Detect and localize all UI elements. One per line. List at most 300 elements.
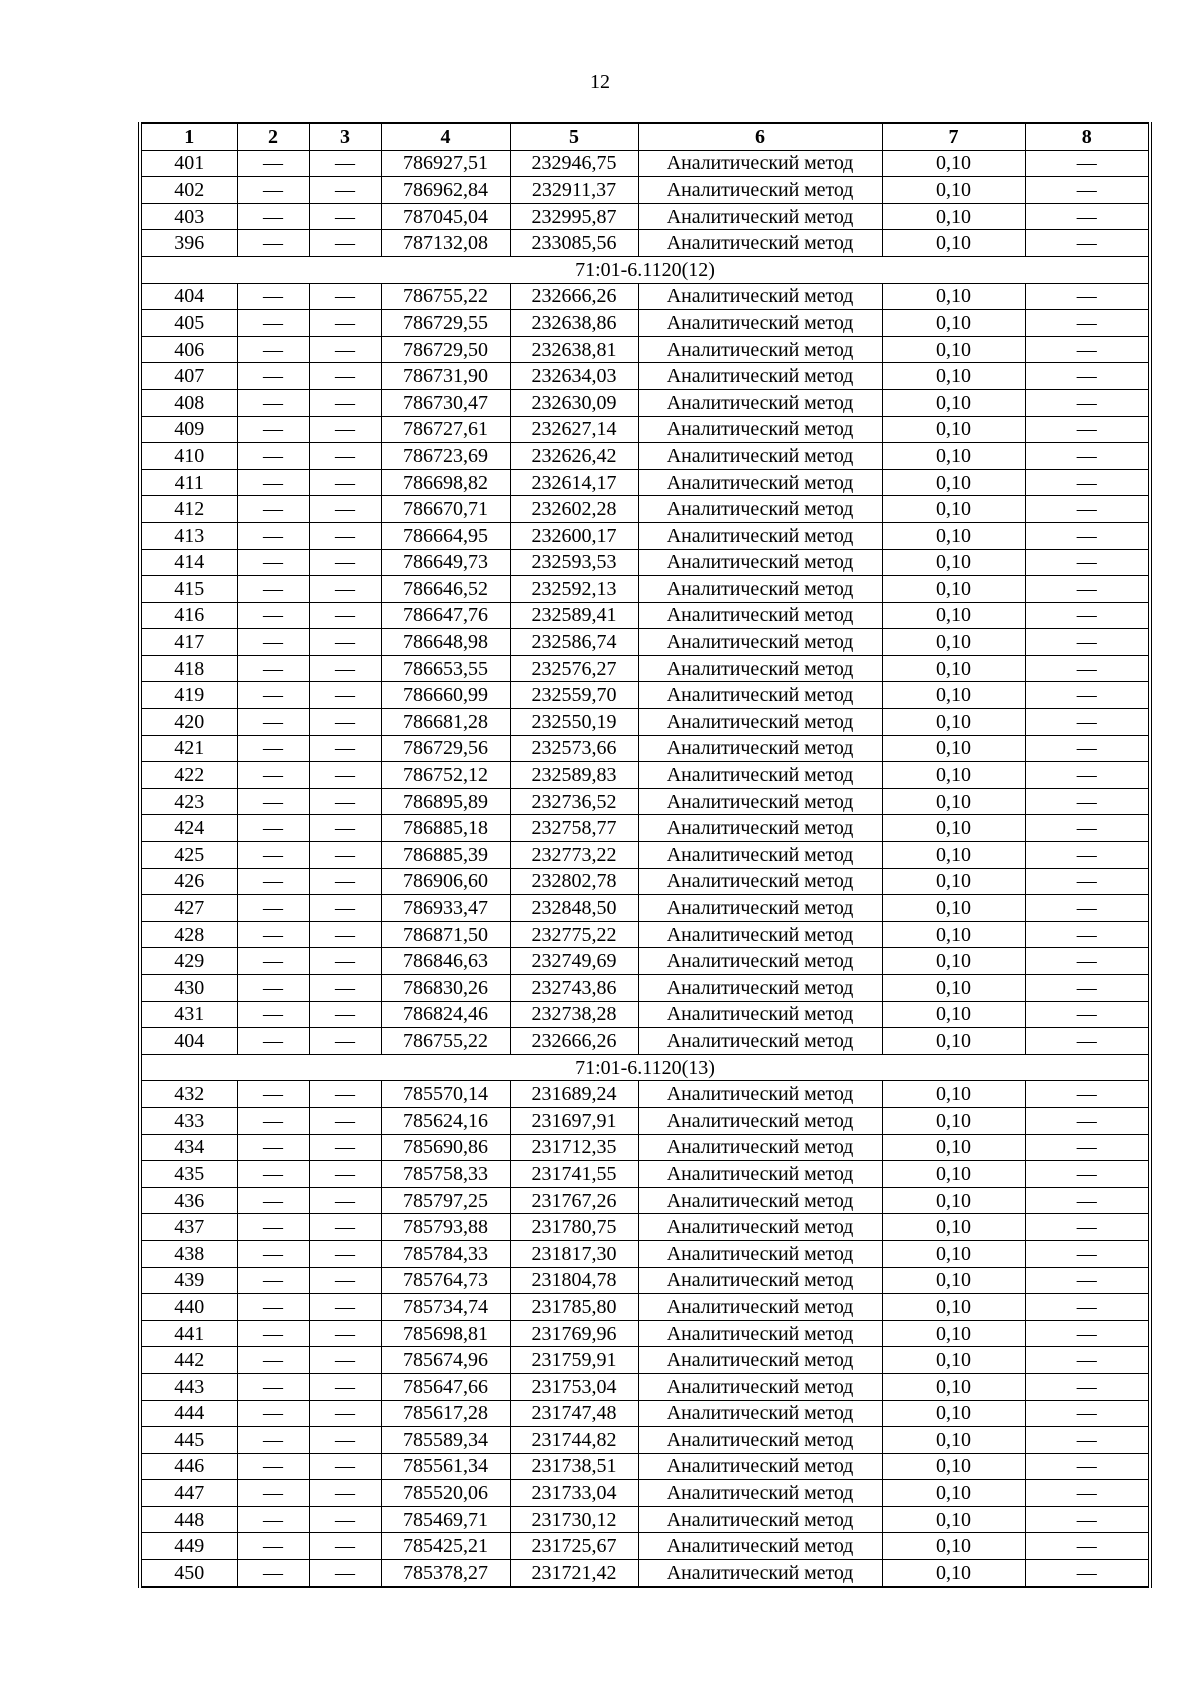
table-cell: —: [237, 975, 309, 1002]
table-cell: —: [309, 1427, 381, 1454]
table-cell: Аналитический метод: [638, 1427, 882, 1454]
table-cell: 786670,71: [381, 496, 510, 523]
table-cell: 0,10: [882, 576, 1025, 603]
table-cell: 0,10: [882, 948, 1025, 975]
table-cell: Аналитический метод: [638, 336, 882, 363]
table-cell: 0,10: [882, 1506, 1025, 1533]
table-cell: —: [309, 522, 381, 549]
table-row: [140, 336, 1150, 363]
table-cell: —: [237, 389, 309, 416]
table-cell: 232630,09: [510, 389, 638, 416]
table-cell: 410: [140, 443, 237, 470]
table-cell: —: [309, 1480, 381, 1507]
table-cell: —: [237, 1028, 309, 1055]
table-cell: —: [309, 177, 381, 204]
table-cell: —: [309, 1267, 381, 1294]
table-cell: Аналитический метод: [638, 975, 882, 1002]
table-cell: 0,10: [882, 1161, 1025, 1188]
table-cell: 786752,12: [381, 762, 510, 789]
table-cell: 232592,13: [510, 576, 638, 603]
table-cell: 412: [140, 496, 237, 523]
table-cell: —: [237, 1161, 309, 1188]
table-cell: 425: [140, 842, 237, 869]
table-cell: —: [237, 842, 309, 869]
table-cell: 0,10: [882, 1347, 1025, 1374]
table-cell: —: [309, 1187, 381, 1214]
table-cell: 786729,56: [381, 735, 510, 762]
table-cell: 232995,87: [510, 203, 638, 230]
table-cell: 441: [140, 1320, 237, 1347]
column-header: 1: [140, 123, 237, 150]
table-row: [140, 1214, 1150, 1241]
table-cell: —: [1025, 1081, 1150, 1108]
table-cell: 0,10: [882, 1081, 1025, 1108]
table-cell: Аналитический метод: [638, 310, 882, 337]
table-cell: —: [1025, 469, 1150, 496]
table-cell: —: [1025, 1214, 1150, 1241]
table-cell: —: [309, 310, 381, 337]
table-cell: Аналитический метод: [638, 788, 882, 815]
table-cell: 785624,16: [381, 1107, 510, 1134]
table-cell: Аналитический метод: [638, 1187, 882, 1214]
table-cell: Аналитический метод: [638, 895, 882, 922]
table-cell: —: [1025, 1107, 1150, 1134]
table-cell: Аналитический метод: [638, 709, 882, 736]
table-cell: 0,10: [882, 1134, 1025, 1161]
table-cell: —: [237, 1134, 309, 1161]
table-row: [140, 868, 1150, 895]
column-header: 5: [510, 123, 638, 150]
table-cell: Аналитический метод: [638, 1161, 882, 1188]
table-cell: 0,10: [882, 310, 1025, 337]
table-cell: —: [237, 1427, 309, 1454]
table-cell: —: [1025, 283, 1150, 310]
table-cell: —: [1025, 1028, 1150, 1055]
table-cell: —: [309, 1506, 381, 1533]
table-cell: 432: [140, 1081, 237, 1108]
table-cell: —: [237, 1320, 309, 1347]
table-cell: Аналитический метод: [638, 948, 882, 975]
table-cell: 401: [140, 150, 237, 177]
table-cell: 232550,19: [510, 709, 638, 736]
table-row: [140, 203, 1150, 230]
table-cell: 786648,98: [381, 629, 510, 656]
table-cell: 429: [140, 948, 237, 975]
table-cell: —: [1025, 629, 1150, 656]
table-cell: 785425,21: [381, 1533, 510, 1560]
table-cell: Аналитический метод: [638, 868, 882, 895]
table-cell: —: [237, 788, 309, 815]
table-row: [140, 842, 1150, 869]
table-cell: —: [1025, 416, 1150, 443]
table-cell: Аналитический метод: [638, 496, 882, 523]
table-cell: Аналитический метод: [638, 815, 882, 842]
table-cell: —: [309, 150, 381, 177]
table-cell: —: [1025, 1161, 1150, 1188]
table-row: [140, 1107, 1150, 1134]
table-cell: 0,10: [882, 522, 1025, 549]
table-cell: 232666,26: [510, 1028, 638, 1055]
table-row: [140, 150, 1150, 177]
table-cell: 786871,50: [381, 921, 510, 948]
table-cell: Аналитический метод: [638, 1214, 882, 1241]
table-cell: —: [309, 389, 381, 416]
table-cell: 785647,66: [381, 1373, 510, 1400]
table-cell: —: [309, 921, 381, 948]
table-cell: 0,10: [882, 1453, 1025, 1480]
table-cell: Аналитический метод: [638, 1001, 882, 1028]
table-cell: —: [237, 310, 309, 337]
table-cell: 404: [140, 283, 237, 310]
table-row: [140, 496, 1150, 523]
table-cell: —: [237, 177, 309, 204]
table-cell: 233085,56: [510, 230, 638, 257]
table-cell: 0,10: [882, 1533, 1025, 1560]
table-row: [140, 1187, 1150, 1214]
table-cell: —: [309, 735, 381, 762]
table-cell: —: [237, 1480, 309, 1507]
table-cell: —: [1025, 363, 1150, 390]
table-row: [140, 576, 1150, 603]
table-cell: —: [1025, 549, 1150, 576]
table-cell: 449: [140, 1533, 237, 1560]
table-row: [140, 177, 1150, 204]
table-cell: 434: [140, 1134, 237, 1161]
table-cell: —: [237, 230, 309, 257]
table-cell: —: [237, 921, 309, 948]
table-cell: Аналитический метод: [638, 1506, 882, 1533]
table-cell: 0,10: [882, 1187, 1025, 1214]
table-cell: —: [1025, 975, 1150, 1002]
table-cell: —: [1025, 1560, 1150, 1587]
table-cell: —: [1025, 921, 1150, 948]
table-cell: —: [309, 1028, 381, 1055]
table-cell: 232614,17: [510, 469, 638, 496]
table-cell: 0,10: [882, 416, 1025, 443]
table-cell: —: [309, 283, 381, 310]
table-cell: —: [237, 1267, 309, 1294]
table-row: [140, 310, 1150, 337]
table-cell: —: [237, 1533, 309, 1560]
table-cell: 231785,80: [510, 1294, 638, 1321]
table-cell: 786664,95: [381, 522, 510, 549]
table-cell: 786830,26: [381, 975, 510, 1002]
table-cell: —: [237, 469, 309, 496]
table-cell: 442: [140, 1347, 237, 1374]
table-row: [140, 363, 1150, 390]
table-cell: —: [237, 1373, 309, 1400]
table-cell: 431: [140, 1001, 237, 1028]
table-cell: 0,10: [882, 1294, 1025, 1321]
table-cell: 231725,67: [510, 1533, 638, 1560]
table-cell: 785793,88: [381, 1214, 510, 1241]
table-cell: —: [1025, 1294, 1150, 1321]
table-cell: 786698,82: [381, 469, 510, 496]
table-cell: —: [309, 1400, 381, 1427]
table-cell: —: [1025, 1134, 1150, 1161]
table-cell: —: [237, 762, 309, 789]
table-cell: —: [309, 1161, 381, 1188]
table-cell: 231741,55: [510, 1161, 638, 1188]
table-cell: 785589,34: [381, 1427, 510, 1454]
table-cell: 231817,30: [510, 1240, 638, 1267]
table-cell: Аналитический метод: [638, 1453, 882, 1480]
table-cell: 407: [140, 363, 237, 390]
table-row: [140, 921, 1150, 948]
table-cell: 232749,69: [510, 948, 638, 975]
table-cell: 0,10: [882, 788, 1025, 815]
table-row: [140, 1506, 1150, 1533]
table-cell: 231780,75: [510, 1214, 638, 1241]
table-cell: Аналитический метод: [638, 1294, 882, 1321]
table-cell: Аналитический метод: [638, 921, 882, 948]
table-cell: —: [1025, 336, 1150, 363]
table-row: [140, 1347, 1150, 1374]
table-cell: —: [1025, 1347, 1150, 1374]
table-cell: 418: [140, 655, 237, 682]
table-cell: 0,10: [882, 443, 1025, 470]
table-cell: 447: [140, 1480, 237, 1507]
table-row: [140, 1267, 1150, 1294]
table-cell: 435: [140, 1161, 237, 1188]
table-cell: —: [1025, 788, 1150, 815]
table-cell: —: [309, 416, 381, 443]
table-cell: —: [1025, 602, 1150, 629]
table-cell: —: [1025, 576, 1150, 603]
table-cell: 232802,78: [510, 868, 638, 895]
table-cell: —: [1025, 1453, 1150, 1480]
table-cell: 232576,27: [510, 655, 638, 682]
table-cell: 450: [140, 1560, 237, 1587]
table-cell: 232573,66: [510, 735, 638, 762]
table-cell: 423: [140, 788, 237, 815]
table-cell: Аналитический метод: [638, 283, 882, 310]
table-cell: —: [309, 1001, 381, 1028]
table-cell: —: [1025, 895, 1150, 922]
table-cell: —: [309, 496, 381, 523]
table-cell: —: [1025, 1533, 1150, 1560]
table-cell: 232946,75: [510, 150, 638, 177]
table-row: [140, 815, 1150, 842]
table-cell: 785797,25: [381, 1187, 510, 1214]
table-cell: 0,10: [882, 203, 1025, 230]
table-cell: 0,10: [882, 975, 1025, 1002]
table-cell: Аналитический метод: [638, 762, 882, 789]
table-cell: —: [309, 1214, 381, 1241]
table-cell: —: [309, 1134, 381, 1161]
table-row: [140, 1294, 1150, 1321]
table-cell: 0,10: [882, 1400, 1025, 1427]
table-row: [140, 1081, 1150, 1108]
table-cell: —: [1025, 150, 1150, 177]
table-cell: 421: [140, 735, 237, 762]
table-cell: Аналитический метод: [638, 655, 882, 682]
table-cell: —: [1025, 1427, 1150, 1454]
table-cell: 785617,28: [381, 1400, 510, 1427]
table-cell: 0,10: [882, 1560, 1025, 1587]
table-cell: 786660,99: [381, 682, 510, 709]
table-cell: 231759,91: [510, 1347, 638, 1374]
table-cell: —: [1025, 1506, 1150, 1533]
table-cell: 402: [140, 177, 237, 204]
table-cell: 232589,41: [510, 602, 638, 629]
table-row: [140, 389, 1150, 416]
table-cell: 0,10: [882, 868, 1025, 895]
section-row: [140, 1054, 1150, 1081]
table-cell: 786681,28: [381, 709, 510, 736]
table-cell: —: [309, 975, 381, 1002]
table-cell: —: [237, 150, 309, 177]
table-cell: 405: [140, 310, 237, 337]
table-cell: 396: [140, 230, 237, 257]
table-cell: 0,10: [882, 1107, 1025, 1134]
table-cell: Аналитический метод: [638, 389, 882, 416]
table-cell: —: [1025, 230, 1150, 257]
table-row: [140, 682, 1150, 709]
table-row: [140, 283, 1150, 310]
table-cell: 232666,26: [510, 283, 638, 310]
table-row: [140, 1533, 1150, 1560]
table-cell: —: [309, 230, 381, 257]
table-row: [140, 735, 1150, 762]
table-cell: 0,10: [882, 1320, 1025, 1347]
table-cell: 786653,55: [381, 655, 510, 682]
table-cell: —: [237, 868, 309, 895]
table-cell: 786729,50: [381, 336, 510, 363]
header-row: [140, 123, 1150, 150]
table-cell: 231767,26: [510, 1187, 638, 1214]
table-cell: 444: [140, 1400, 237, 1427]
table-row: [140, 1161, 1150, 1188]
table-row: [140, 602, 1150, 629]
table-row: [140, 629, 1150, 656]
table-cell: —: [237, 1347, 309, 1374]
table-cell: —: [1025, 1187, 1150, 1214]
table-cell: —: [309, 1533, 381, 1560]
table-cell: 231697,91: [510, 1107, 638, 1134]
table-cell: 0,10: [882, 762, 1025, 789]
table-cell: —: [237, 815, 309, 842]
table-cell: —: [1025, 948, 1150, 975]
table-cell: —: [237, 655, 309, 682]
table-cell: 232848,50: [510, 895, 638, 922]
table-cell: —: [309, 762, 381, 789]
table-row: [140, 549, 1150, 576]
table-cell: —: [309, 1373, 381, 1400]
table-cell: —: [237, 1294, 309, 1321]
table-cell: —: [309, 895, 381, 922]
table-cell: 786727,61: [381, 416, 510, 443]
table-cell: Аналитический метод: [638, 150, 882, 177]
table-cell: 231689,24: [510, 1081, 638, 1108]
table-cell: 231730,12: [510, 1506, 638, 1533]
table-cell: Аналитический метод: [638, 203, 882, 230]
table-row: [140, 1560, 1150, 1587]
coordinates-table-wrapper: [138, 122, 1148, 1588]
table-cell: Аналитический метод: [638, 1240, 882, 1267]
section-label: 71:01-6.1120(13): [140, 1054, 1150, 1081]
table-cell: 416: [140, 602, 237, 629]
table-cell: Аналитический метод: [638, 735, 882, 762]
table-cell: 785734,74: [381, 1294, 510, 1321]
table-cell: 0,10: [882, 389, 1025, 416]
table-cell: —: [237, 602, 309, 629]
table-cell: —: [309, 1560, 381, 1587]
table-cell: —: [1025, 310, 1150, 337]
table-cell: 427: [140, 895, 237, 922]
table-row: [140, 1373, 1150, 1400]
table-cell: 786731,90: [381, 363, 510, 390]
table-cell: Аналитический метод: [638, 1320, 882, 1347]
table-cell: —: [237, 1240, 309, 1267]
table-body: [140, 150, 1150, 1587]
table-cell: 403: [140, 203, 237, 230]
table-cell: —: [309, 842, 381, 869]
table-cell: 786933,47: [381, 895, 510, 922]
table-cell: —: [309, 1107, 381, 1134]
table-cell: 0,10: [882, 230, 1025, 257]
table-cell: 231738,51: [510, 1453, 638, 1480]
table-cell: 786646,52: [381, 576, 510, 603]
table-cell: 0,10: [882, 1028, 1025, 1055]
table-cell: 0,10: [882, 815, 1025, 842]
section-label: 71:01-6.1120(12): [140, 256, 1150, 283]
table-row: [140, 230, 1150, 257]
table-cell: 430: [140, 975, 237, 1002]
table-cell: 433: [140, 1107, 237, 1134]
table-cell: Аналитический метод: [638, 576, 882, 603]
column-header: 4: [381, 123, 510, 150]
table-cell: 785690,86: [381, 1134, 510, 1161]
table-cell: 786729,55: [381, 310, 510, 337]
table-cell: 420: [140, 709, 237, 736]
table-cell: 413: [140, 522, 237, 549]
table-cell: 786962,84: [381, 177, 510, 204]
table-cell: —: [309, 629, 381, 656]
table-cell: 785698,81: [381, 1320, 510, 1347]
table-row: [140, 1134, 1150, 1161]
table-cell: 786755,22: [381, 1028, 510, 1055]
table-cell: —: [309, 549, 381, 576]
table-cell: 428: [140, 921, 237, 948]
table-cell: —: [309, 203, 381, 230]
table-cell: —: [1025, 655, 1150, 682]
table-cell: 411: [140, 469, 237, 496]
table-cell: 786885,39: [381, 842, 510, 869]
table-cell: 231733,04: [510, 1480, 638, 1507]
table-cell: 787045,04: [381, 203, 510, 230]
table-cell: 786647,76: [381, 602, 510, 629]
table-cell: —: [237, 895, 309, 922]
table-cell: Аналитический метод: [638, 1134, 882, 1161]
table-cell: —: [1025, 815, 1150, 842]
table-row: [140, 762, 1150, 789]
table-row: [140, 1400, 1150, 1427]
table-cell: 0,10: [882, 336, 1025, 363]
table-cell: Аналитический метод: [638, 1373, 882, 1400]
table-cell: 443: [140, 1373, 237, 1400]
table-cell: —: [1025, 842, 1150, 869]
table-cell: 785758,33: [381, 1161, 510, 1188]
table-cell: 232738,28: [510, 1001, 638, 1028]
table-cell: 0,10: [882, 1267, 1025, 1294]
table-cell: 786895,89: [381, 788, 510, 815]
table-cell: —: [1025, 1373, 1150, 1400]
table-cell: —: [1025, 1480, 1150, 1507]
table-cell: 0,10: [882, 549, 1025, 576]
table-cell: Аналитический метод: [638, 1400, 882, 1427]
table-cell: —: [1025, 709, 1150, 736]
